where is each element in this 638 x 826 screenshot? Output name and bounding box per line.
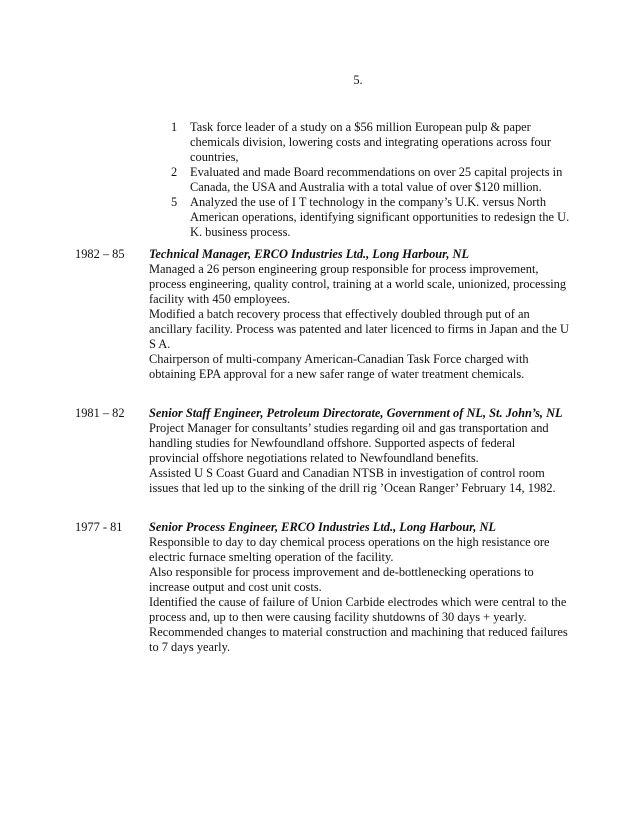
job-title: Senior Staff Engineer, Petroleum Directorate, Government of NL, St. John’s, NL bbox=[149, 406, 563, 420]
job-duty: Responsible to day to day chemical process operations on the high resistance ore electric furnace smelting operation of the facility. bbox=[149, 535, 550, 564]
job-duty: Assisted U S Coast Guard and Canadian NTSB in investigation of control room issues that led up to the sinking of the drill rig ’Ocean Ranger’ February 14, 1982. bbox=[149, 466, 556, 495]
job-details bbox=[149, 247, 575, 382]
page-number: 5. bbox=[353, 73, 363, 87]
job-duty: Managed a 26 person engineering group responsible for process improvement, process engineering, quality control, training at a world scale, unionized, processing facility with 450 employees. bbox=[149, 262, 567, 306]
list-item-number: 5 bbox=[171, 195, 178, 209]
job-details bbox=[149, 406, 563, 496]
job-details bbox=[149, 520, 575, 655]
list-item-text: Evaluated and made Board recommendations on over 25 capital projects in Canada, the USA and Australia with a total value of over $120 million. bbox=[190, 165, 563, 194]
job-dates: 1982 – 85 bbox=[75, 247, 125, 261]
job-title: Technical Manager, ERCO Industries Ltd., Long Harbour, NL bbox=[149, 247, 470, 261]
job-duty: Project Manager for consultants’ studies regarding oil and gas transportation and handling studies for Newfoundland offshore. Supported aspects of federal provincial offshore negotiations related to Newfoundland benefits. bbox=[149, 421, 549, 465]
list-item bbox=[171, 195, 571, 240]
job-duty: Chairperson of multi-company American-Canadian Task Force charged with obtaining EPA approval for a new safer range of water treatment chemicals. bbox=[149, 352, 529, 381]
list-item-text: Task force leader of a study on a $56 million European pulp & paper chemicals division, lowering costs and integrating operations across four countries, bbox=[190, 120, 551, 164]
list-item bbox=[171, 165, 571, 195]
job-dates: 1981 – 82 bbox=[75, 406, 125, 420]
job-dates: 1977 - 81 bbox=[75, 520, 123, 534]
list-item bbox=[171, 120, 571, 165]
list-item-number: 2 bbox=[171, 165, 178, 179]
job-duty: Modified a batch recovery process that effectively doubled through put of an ancillary facility. Process was patented and later licenced to firms in Japan and the U S A. bbox=[149, 307, 569, 351]
job-duty: Identified the cause of failure of Union Carbide electrodes which were central to the process and, up to then were causing facility shutdowns of 30 days + yearly. bbox=[149, 595, 567, 624]
job-title: Senior Process Engineer, ERCO Industries Ltd., Long Harbour, NL bbox=[149, 520, 497, 534]
list-item-number: 1 bbox=[171, 120, 178, 134]
job-duty: Recommended changes to material construction and machining that reduced failures to 7 days yearly. bbox=[149, 625, 568, 654]
accomplishments-list bbox=[171, 120, 571, 240]
job-duty: Also responsible for process improvement and de-bottlenecking operations to increase output and cost unit costs. bbox=[149, 565, 534, 594]
list-item-text: Analyzed the use of I T technology in the company’s U.K. versus North American operations, identifying significant opportunities to redesign the U. K. business process. bbox=[190, 195, 570, 239]
